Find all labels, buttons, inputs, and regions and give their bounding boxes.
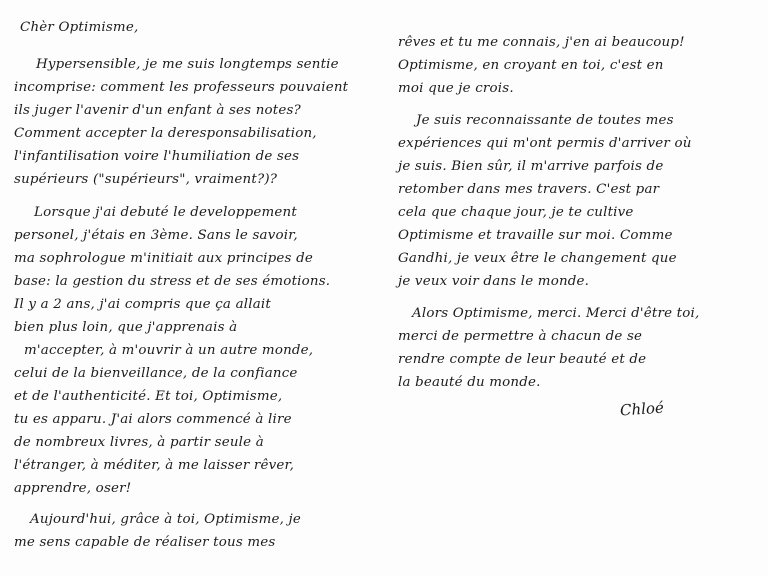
letter-line: rendre compte de leur beauté et de (398, 352, 647, 367)
signature: Chloé (619, 398, 665, 420)
letter-line: m'accepter, à m'ouvrir à un autre monde, (24, 343, 314, 358)
letter-line: Aujourd'hui, grâce à toi, Optimisme, je (30, 512, 302, 527)
letter-line: Il y a 2 ans, j'ai compris que ça allait (14, 297, 271, 312)
letter-line: moi que je crois. (398, 81, 514, 96)
letter-line: Alors Optimisme, merci. Merci d'être toi, (412, 306, 700, 321)
letter-line: Lorsque j'ai debuté le developpement (34, 205, 297, 220)
letter-line: Hypersensible, je me suis longtemps sentie (36, 57, 339, 72)
letter-line: je suis. Bien sûr, il m'arrive parfois de (398, 159, 664, 174)
letter-line: Optimisme et travaille sur moi. Comme (398, 228, 673, 243)
letter-line: Je suis reconnaissante de toutes mes (416, 113, 674, 128)
letter-line: Gandhi, je veux être le changement que (398, 251, 677, 266)
letter-line: la beauté du monde. (398, 375, 541, 390)
letter-line: ils juger l'avenir d'un enfant à ses notes? (14, 103, 301, 118)
letter-line: bien plus loin, que j'apprenais à (14, 320, 238, 335)
letter-line: Chèr Optimisme, (20, 20, 139, 35)
letter-line: celui de la bienveillance, de la confiance (14, 366, 298, 381)
letter-line: et de l'authenticité. Et toi, Optimisme, (14, 389, 283, 404)
letter-line: personel, j'étais en 3ème. Sans le savoir, (14, 228, 298, 243)
letter-line: rêves et tu me connais, j'en ai beaucoup! (398, 35, 685, 50)
letter-line: base: la gestion du stress et de ses émotions. (14, 274, 331, 289)
letter-line: Optimisme, en croyant en toi, c'est en (398, 58, 664, 73)
letter-line: ma sophrologue m'initiait aux principes de (14, 251, 313, 266)
letter-line: retomber dans mes travers. C'est par (398, 182, 660, 197)
letter-line: expériences qui m'ont permis d'arriver où (398, 136, 692, 151)
letter-line: merci de permettre à chacun de se (398, 329, 643, 344)
letter-line: incomprise: comment les professeurs pouvaient (14, 80, 349, 95)
letter-line: cela que chaque jour, je te cultive (398, 205, 634, 220)
letter-line: l'étranger, à méditer, à me laisser rêver, (14, 458, 295, 473)
letter-line: Comment accepter la deresponsabilisation, (14, 126, 317, 141)
letter-line: supérieurs ("supérieurs", vraiment?)? (14, 172, 278, 187)
letter-line: l'infantilisation voire l'humiliation de ses (14, 149, 300, 164)
letter-line: me sens capable de réaliser tous mes (14, 535, 276, 550)
letter-line: je veux voir dans le monde. (398, 274, 590, 289)
letter-line: de nombreux livres, à partir seule à (14, 435, 264, 450)
letter-line: apprendre, oser! (14, 481, 132, 496)
letter-line: tu es apparu. J'ai alors commencé à lire (14, 412, 292, 427)
